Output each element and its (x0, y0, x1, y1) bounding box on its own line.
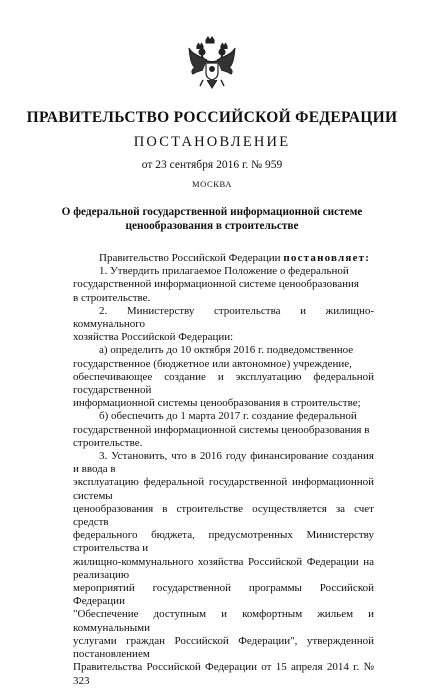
paragraph-3-line: жилищно-коммунального хозяйства Российской Федерации на реализацию (73, 555, 374, 581)
paragraph-2b-line: б) обеспечить до 1 марта 2017 г. создание федеральной (99, 410, 357, 423)
paragraph-3-line: услугами граждан Российской Федерации", утвержденной постановлением (73, 634, 374, 661)
paragraph-2a-line: информационной системы ценообразования в строительстве; (73, 397, 361, 410)
document-title-line: О федеральной государственной информационной системе (61, 206, 363, 218)
intro-paragraph (73, 252, 374, 265)
document-title-line: ценообразования в строительстве (125, 220, 299, 232)
document-title (0, 205, 424, 233)
paragraph-2b-line: строительстве. (73, 436, 143, 449)
paragraph-3-line: Правительства Российской Федерации от 15 апреля 2014 г. № 323 (73, 661, 374, 687)
paragraph-1-line: государственной информационной системе ценообразования (73, 278, 359, 291)
paragraph-3-line: мероприятий государственной программы Российской Федерации (73, 582, 374, 608)
government-title: ПРАВИТЕЛЬСТВО РОССИЙСКОЙ ФЕДЕРАЦИИ (26, 109, 398, 126)
intro-text: Правительство Российской Федерации (99, 252, 284, 264)
document-city: МОСКВА (191, 179, 232, 189)
paragraph-2a-line: государственное (бюджетное или автономное) учреждение, (73, 357, 352, 370)
intro-decree-word: постановляет: (283, 252, 371, 264)
paragraph-3-line: "Обеспечение доступным и комфортным жильем и коммунальными (73, 608, 374, 634)
paragraph-3-line: 3. Установить, что в 2016 году финансирование создания и ввода в (73, 450, 374, 476)
paragraph-1-line: 1. Утвердить прилагаемое Положение о федеральной (99, 265, 349, 278)
paragraph-3-line: федерального бюджета, предусмотренных Министерству строительства и (73, 529, 374, 555)
paragraph-2a-line: а) определить до 10 октября 2016 г. подведомственное (99, 344, 354, 357)
paragraph-2-line: хозяйства Российской Федерации: (73, 331, 234, 344)
paragraph-2b-line: государственной информационной системы ценообразования в (73, 423, 370, 436)
paragraph-2a-line: обеспечивающее создание и эксплуатацию федеральной государственной (73, 370, 374, 397)
paragraph-1-line: в строительстве. (73, 291, 151, 304)
document-body (73, 252, 374, 688)
paragraph-3-line: эксплуатацию федеральной государственной информационной системы (73, 476, 374, 502)
document-type: ПОСТАНОВЛЕНИЕ (133, 134, 291, 150)
document-date-number: от 23 сентября 2016 г. № 959 (141, 159, 283, 171)
paragraph-2-line: 2. Министерству строительства и жилищно-коммунального (73, 304, 374, 331)
paragraph-3-line: ценообразования в строительстве осуществляется за счет средств (73, 502, 374, 529)
coat-of-arms-icon (187, 36, 237, 92)
